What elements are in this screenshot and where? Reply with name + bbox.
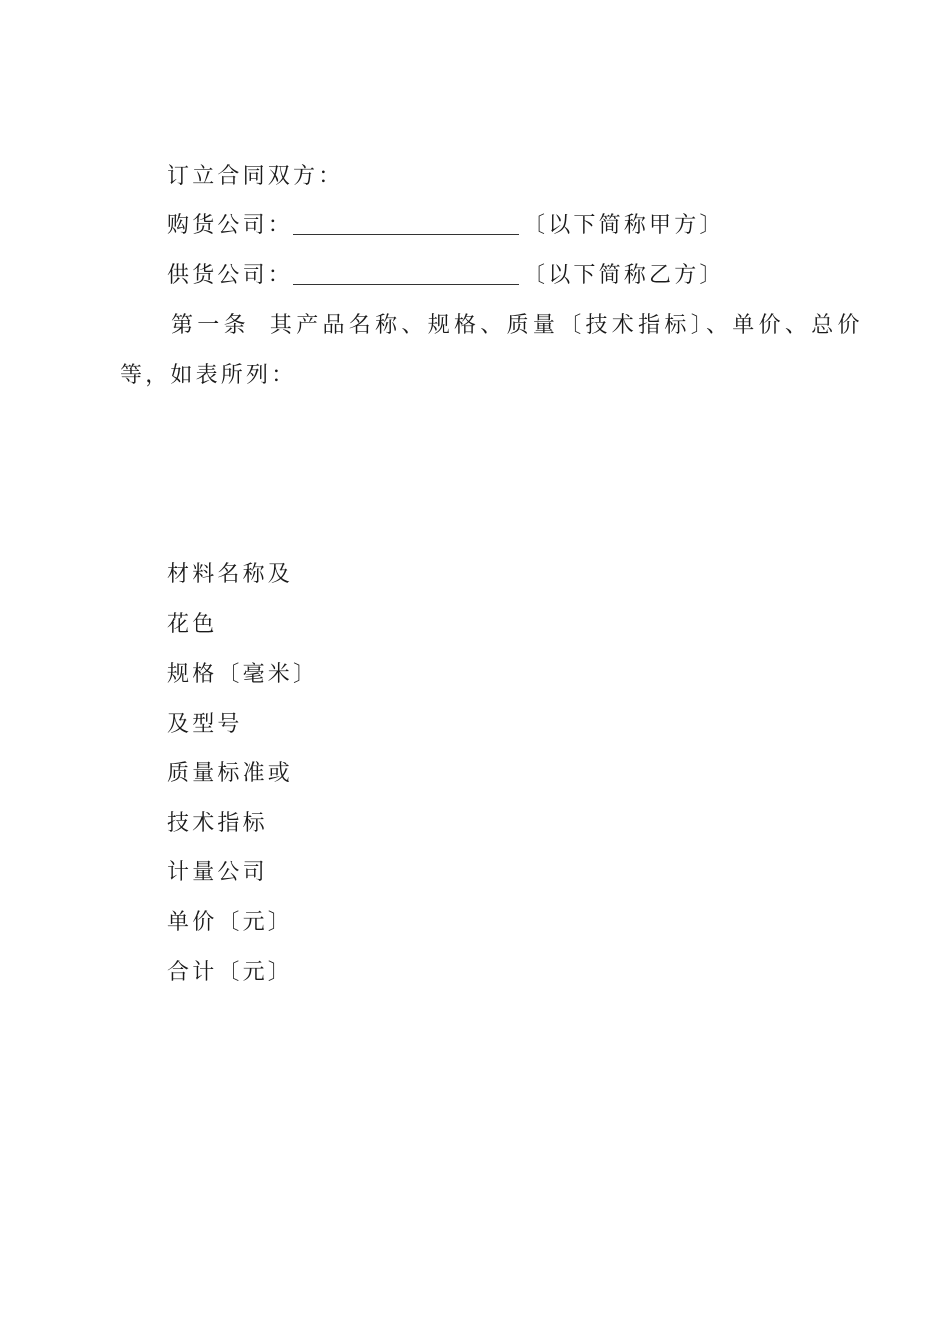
article1-number: 第一条 (171, 313, 250, 338)
buyer-name-blank[interactable] (293, 214, 519, 235)
buyer-line (167, 211, 725, 241)
table-header-2: 花色 (167, 612, 218, 637)
table-header-7: 计量公司 (167, 860, 268, 885)
table-header-5: 质量标准或 (167, 761, 294, 786)
article1-line1 (171, 311, 864, 341)
table-header-3: 规格〔毫米〕 (167, 662, 319, 687)
article1-line2 (120, 361, 296, 391)
article1-text-line2: 等，如表所列： (120, 363, 297, 388)
table-header-9: 合计〔元〕 (167, 960, 294, 985)
supplier-name-blank[interactable] (293, 264, 519, 285)
table-header-1: 材料名称及 (167, 562, 294, 587)
parties-heading (167, 162, 343, 192)
parties-heading-text: 订立合同双方： (167, 164, 344, 189)
buyer-suffix: 〔以下简称甲方〕 (523, 213, 725, 238)
table-header-4: 及型号 (167, 712, 243, 737)
table-header-6: 技术指标 (167, 811, 268, 836)
buyer-label: 购货公司： (167, 213, 294, 238)
article1-text-line1: 其产品名称、规格、质量〔技术指标〕、单价、总价 (269, 313, 864, 338)
supplier-suffix: 〔以下简称乙方〕 (523, 263, 725, 288)
supplier-line (167, 261, 725, 291)
table-header-8: 单价〔元〕 (167, 910, 294, 935)
supplier-label: 供货公司： (167, 263, 294, 288)
